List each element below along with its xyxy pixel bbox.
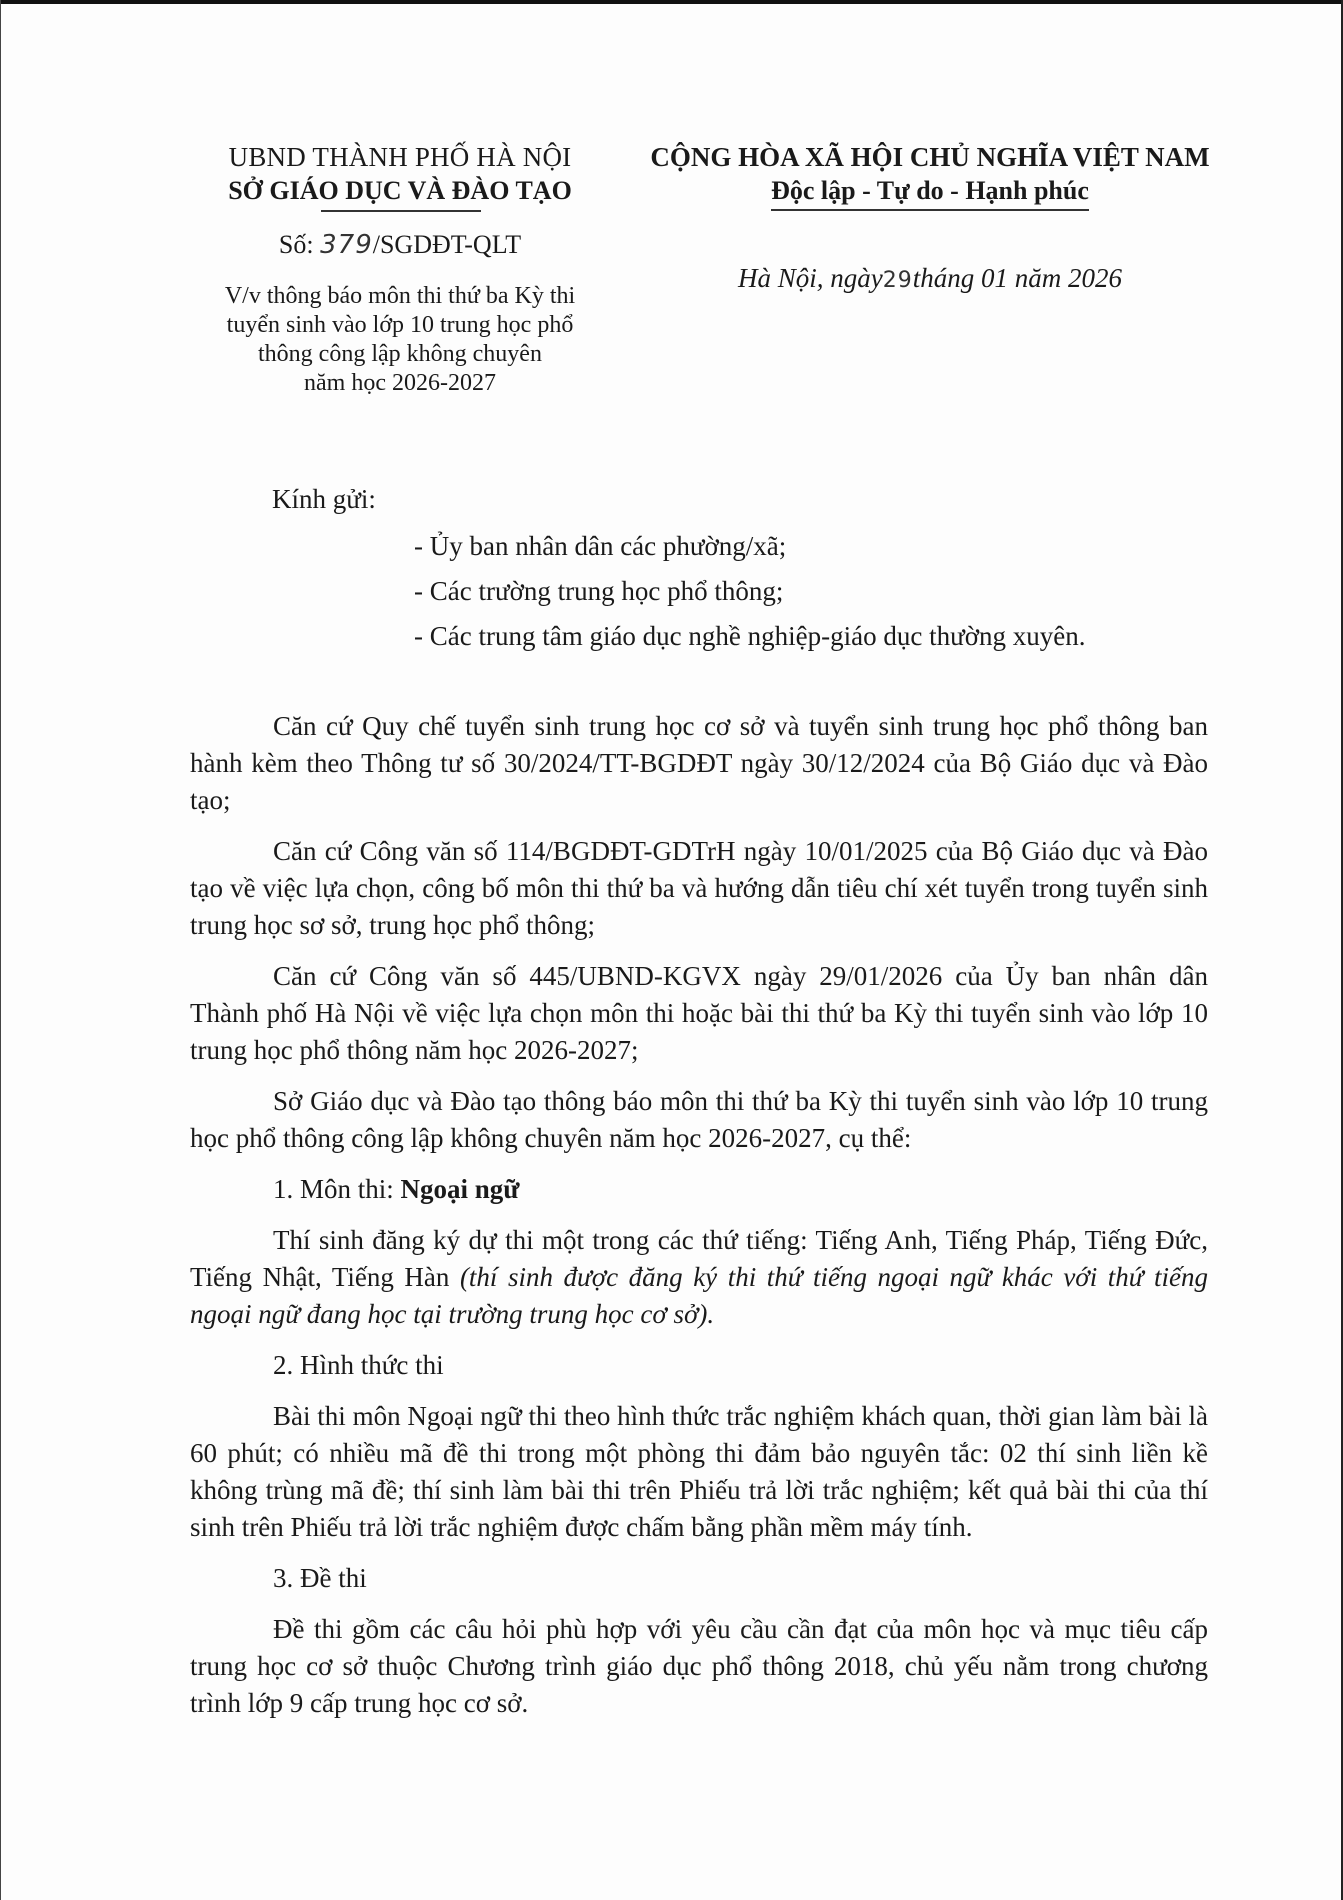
document-subject: V/v thông báo môn thi thứ ba Kỳ thi tuyển sinh vào lớp 10 trung học phổ thông công lập không chuyên năm học 2026-2027 xyxy=(224,283,576,396)
announcement-paragraph: Sở Giáo dục và Đào tạo thông báo môn thi thứ ba Kỳ thi tuyển sinh vào lớp 10 trung học phổ thông công lập không chuyên năm học 2026-2027, cụ thể: xyxy=(190,1086,1208,1153)
legal-basis-paragraph: Căn cứ Quy chế tuyển sinh trung học cơ sở và tuyển sinh trung học phổ thông ban hành kèm theo Thông tư số 30/2024/TT-BGDĐT ngày 30/12/2024 của Bộ Giáo dục và Đào tạo; xyxy=(190,711,1208,815)
national-motto: Độc lập - Tự do - Hạnh phúc xyxy=(771,174,1089,211)
handwritten-number: 379 xyxy=(320,230,373,260)
subject-name: Ngoại ngữ xyxy=(400,1174,520,1204)
legal-basis-paragraph: Căn cứ Công văn số 445/UBND-KGVX ngày 29/01/2026 của Ủy ban nhân dân Thành phố Hà Nội về việc lựa chọn môn thi hoặc bài thi thứ ba Kỳ thi tuyển sinh vào lớp 10 trung học phổ thông năm học 2026-2027; xyxy=(190,961,1208,1065)
section-2-heading: 2. Hình thức thi xyxy=(273,1350,444,1380)
section-1-note: (thí sinh được đăng ký thi thứ tiếng ngoại ngữ khác với thứ tiếng ngoại ngữ đang học tại trường trung học cơ sở). xyxy=(190,1262,1208,1329)
recipient-item: - Các trung tâm giáo dục nghề nghiệp-giáo dục thường xuyên. xyxy=(414,621,1086,651)
section-3-text: Đề thi gồm các câu hỏi phù hợp với yêu cầu cần đạt của môn học và mục tiêu cấp trung học cơ sở thuộc Chương trình giáo dục phổ thông 2018, chủ yếu nằm trong chương trình lớp 9 cấp trung học cơ sở. xyxy=(190,1614,1208,1718)
agency-underline xyxy=(321,210,481,212)
issue-date: Hà Nội, ngày29tháng 01 năm 2026 xyxy=(738,263,1122,293)
recipients-label: Kính gửi: xyxy=(272,484,376,514)
nation-title: CỘNG HÒA XÃ HỘI CHỦ NGHĨA VIỆT NAM xyxy=(650,142,1210,172)
section-1-heading: 1. Môn thi: Ngoại ngữ xyxy=(273,1174,520,1204)
recipient-list xyxy=(414,524,1232,659)
issuing-agency-block xyxy=(190,140,610,398)
handwritten-day: 29 xyxy=(882,268,913,293)
legal-basis-paragraph: Căn cứ Công văn số 114/BGDĐT-GDTrH ngày 10/01/2025 của Bộ Giáo dục và Đào tạo về việc lựa chọn, công bố môn thi thứ ba và hướng dẫn tiêu chí xét tuyển trong tuyển sinh trung học sơ sở, trung học phổ thông; xyxy=(190,836,1208,940)
recipients-block xyxy=(272,482,1232,659)
scan-border-left xyxy=(0,0,1,1900)
section-1-text: Thí sinh đăng ký dự thi một trong các thứ tiếng: Tiếng Anh, Tiếng Pháp, Tiếng Đức, Tiếng Nhật, Tiếng Hàn (thí sinh được đăng ký thi thứ tiếng ngoại ngữ khác với thứ tiếng ngoại ngữ đang học tại trường trung học cơ sở). xyxy=(190,1225,1208,1329)
document-number: Số: 379/SGDĐT-QLT xyxy=(278,230,522,260)
section-3-heading: 3. Đề thi xyxy=(273,1563,367,1593)
agency-name: SỞ GIÁO DỤC VÀ ĐÀO TẠO xyxy=(228,174,572,208)
recipient-item: - Các trường trung học phổ thông; xyxy=(414,576,784,606)
scan-border-top xyxy=(0,0,1343,4)
parent-agency: UBND THÀNH PHỐ HÀ NỘI xyxy=(228,142,572,172)
document-body xyxy=(190,708,1208,1736)
section-2-text: Bài thi môn Ngoại ngữ thi theo hình thức trắc nghiệm khách quan, thời gian làm bài là 60 phút; có nhiều mã đề thi trong một phòng thi đảm bảo nguyên tắc: 02 thí sinh liền kề không trùng mã đề; thí sinh làm bài thi trên Phiếu trả lời trắc nghiệm; kết quả bài thi của thí sinh trên Phiếu trả lời trắc nghiệm được chấm bằng phần mềm máy tính. xyxy=(190,1401,1208,1542)
recipient-item: - Ủy ban nhân dân các phường/xã; xyxy=(414,531,787,561)
national-header-block xyxy=(615,140,1245,298)
